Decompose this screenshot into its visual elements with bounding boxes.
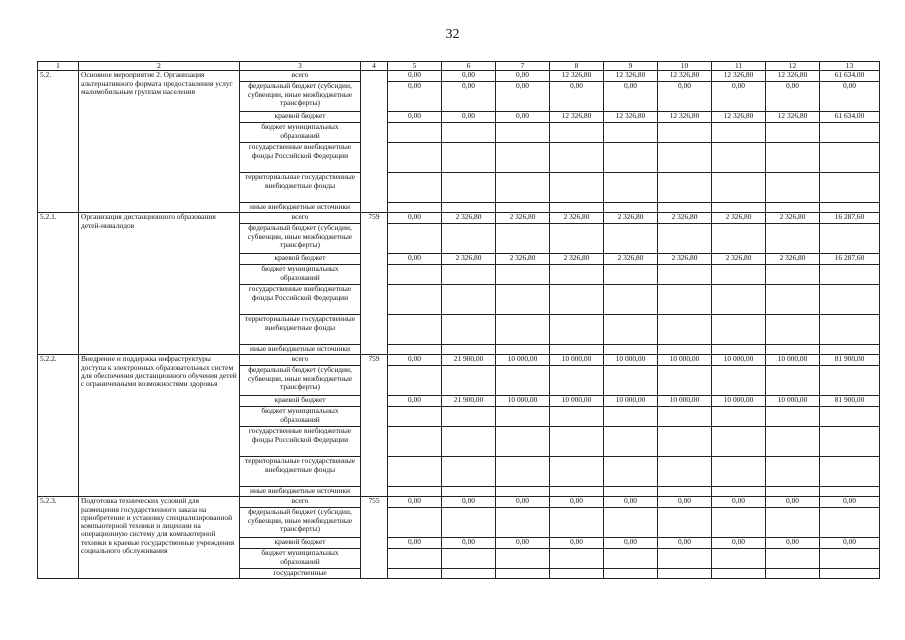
value-cell: 0,00 xyxy=(388,538,442,549)
value-cell xyxy=(550,457,604,487)
value-cell xyxy=(712,285,766,315)
value-cell xyxy=(820,123,880,143)
value-cell: 2 326,80 xyxy=(658,213,712,224)
funding-source-cell: территориальные государственные внебюджетные фонды xyxy=(240,173,361,203)
value-cell xyxy=(712,173,766,203)
column-number-cell: 1 xyxy=(38,62,79,71)
value-cell xyxy=(658,487,712,497)
value-cell xyxy=(496,549,550,569)
value-cell xyxy=(658,569,712,579)
column-number-cell: 12 xyxy=(766,62,820,71)
value-cell: 0,00 xyxy=(550,538,604,549)
value-cell: 12 326,80 xyxy=(550,71,604,82)
funding-source-cell: бюджет муниципальных образований xyxy=(240,549,361,569)
value-cell: 0,00 xyxy=(604,497,658,508)
value-cell xyxy=(658,345,712,355)
value-cell xyxy=(496,366,550,396)
value-cell: 0,00 xyxy=(442,538,496,549)
value-cell xyxy=(604,427,658,457)
value-cell: 0,00 xyxy=(496,497,550,508)
value-cell xyxy=(442,224,496,254)
value-cell xyxy=(766,143,820,173)
value-cell xyxy=(496,569,550,579)
value-cell xyxy=(604,549,658,569)
value-cell xyxy=(442,487,496,497)
value-cell: 0,00 xyxy=(388,254,442,265)
value-cell xyxy=(766,173,820,203)
value-cell xyxy=(442,407,496,427)
value-cell xyxy=(766,549,820,569)
value-cell: 12 326,80 xyxy=(712,71,766,82)
value-cell: 10 000,00 xyxy=(658,355,712,366)
value-cell xyxy=(442,366,496,396)
value-cell xyxy=(442,508,496,538)
value-cell xyxy=(766,407,820,427)
budget-table xyxy=(37,61,880,579)
value-cell xyxy=(550,143,604,173)
value-cell xyxy=(820,366,880,396)
value-cell xyxy=(550,173,604,203)
value-cell: 0,00 xyxy=(388,213,442,224)
value-cell: 0,00 xyxy=(766,497,820,508)
column-number-cell: 4 xyxy=(361,62,388,71)
value-cell: 0,00 xyxy=(388,355,442,366)
value-cell: 10 000,00 xyxy=(550,355,604,366)
funding-source-cell: иные внебюджетные источники xyxy=(240,345,361,355)
value-cell xyxy=(550,427,604,457)
value-cell xyxy=(604,315,658,345)
column-number-cell: 10 xyxy=(658,62,712,71)
funding-source-cell: иные внебюджетные источники xyxy=(240,487,361,497)
value-cell: 12 326,80 xyxy=(550,112,604,123)
value-cell xyxy=(442,345,496,355)
column-number-row xyxy=(38,62,880,71)
value-cell xyxy=(820,265,880,285)
value-cell xyxy=(604,173,658,203)
column-number-cell: 8 xyxy=(550,62,604,71)
value-cell: 2 326,80 xyxy=(766,254,820,265)
value-cell xyxy=(604,203,658,213)
value-cell: 12 326,80 xyxy=(766,112,820,123)
value-cell: 10 000,00 xyxy=(604,355,658,366)
value-cell xyxy=(712,224,766,254)
value-cell: 21 900,00 xyxy=(442,396,496,407)
value-cell xyxy=(712,315,766,345)
value-cell xyxy=(550,123,604,143)
value-cell xyxy=(496,508,550,538)
value-cell: 0,00 xyxy=(658,497,712,508)
value-cell: 0,00 xyxy=(388,71,442,82)
value-cell xyxy=(766,224,820,254)
funding-source-cell: бюджет муниципальных образований xyxy=(240,265,361,285)
funding-source-cell: краевой бюджет xyxy=(240,538,361,549)
value-cell xyxy=(388,487,442,497)
value-cell xyxy=(550,549,604,569)
table-row xyxy=(38,71,880,82)
value-cell: 0,00 xyxy=(550,497,604,508)
value-cell: 0,00 xyxy=(712,497,766,508)
value-cell xyxy=(604,508,658,538)
value-cell xyxy=(658,366,712,396)
value-cell xyxy=(712,427,766,457)
value-cell xyxy=(820,427,880,457)
value-cell xyxy=(388,315,442,345)
value-cell xyxy=(442,173,496,203)
value-cell xyxy=(496,315,550,345)
value-cell: 2 326,80 xyxy=(442,254,496,265)
code-cell: 759 xyxy=(361,355,388,497)
funding-source-cell: государственные внебюджетные фонды Российской Федерации xyxy=(240,143,361,173)
funding-source-cell: государственные xyxy=(240,569,361,579)
value-cell: 10 000,00 xyxy=(712,396,766,407)
value-cell xyxy=(604,123,658,143)
value-cell xyxy=(712,549,766,569)
funding-source-cell: всего xyxy=(240,213,361,224)
column-number-cell: 5 xyxy=(388,62,442,71)
value-cell: 12 326,80 xyxy=(658,112,712,123)
value-cell: 16 287,60 xyxy=(820,213,880,224)
value-cell: 0,00 xyxy=(496,82,550,112)
value-cell xyxy=(712,123,766,143)
value-cell xyxy=(820,203,880,213)
item-name-cell: Организация дистанционного образования детей-инвалидов xyxy=(79,213,240,355)
column-number-cell: 13 xyxy=(820,62,880,71)
value-cell: 12 326,80 xyxy=(604,71,658,82)
value-cell xyxy=(388,203,442,213)
funding-source-cell: краевой бюджет xyxy=(240,112,361,123)
value-cell xyxy=(766,366,820,396)
value-cell xyxy=(442,265,496,285)
value-cell: 10 000,00 xyxy=(550,396,604,407)
value-cell xyxy=(550,265,604,285)
value-cell: 0,00 xyxy=(766,82,820,112)
value-cell: 0,00 xyxy=(712,82,766,112)
value-cell: 10 000,00 xyxy=(712,355,766,366)
value-cell xyxy=(604,569,658,579)
value-cell: 0,00 xyxy=(604,538,658,549)
value-cell: 0,00 xyxy=(604,82,658,112)
value-cell xyxy=(712,265,766,285)
value-cell xyxy=(388,285,442,315)
value-cell xyxy=(550,487,604,497)
value-cell xyxy=(766,427,820,457)
value-cell xyxy=(766,457,820,487)
value-cell xyxy=(496,143,550,173)
value-cell: 0,00 xyxy=(442,71,496,82)
value-cell xyxy=(658,265,712,285)
value-cell xyxy=(442,143,496,173)
column-number-cell: 9 xyxy=(604,62,658,71)
column-number-cell: 3 xyxy=(240,62,361,71)
code-cell: 755 xyxy=(361,497,388,579)
value-cell xyxy=(604,265,658,285)
funding-source-cell: бюджет муниципальных образований xyxy=(240,123,361,143)
value-cell xyxy=(550,366,604,396)
value-cell xyxy=(388,549,442,569)
value-cell xyxy=(766,285,820,315)
funding-source-cell: иные внебюджетные источники xyxy=(240,203,361,213)
code-cell xyxy=(361,71,388,213)
value-cell xyxy=(820,508,880,538)
value-cell xyxy=(442,457,496,487)
item-number-cell: 5.2.3. xyxy=(38,497,79,579)
funding-source-cell: территориальные государственные внебюджетные фонды xyxy=(240,457,361,487)
value-cell: 0,00 xyxy=(388,396,442,407)
value-cell: 10 000,00 xyxy=(496,396,550,407)
value-cell xyxy=(820,487,880,497)
value-cell xyxy=(712,569,766,579)
value-cell xyxy=(658,315,712,345)
value-cell xyxy=(550,345,604,355)
value-cell xyxy=(604,345,658,355)
value-cell: 0,00 xyxy=(388,82,442,112)
value-cell: 0,00 xyxy=(388,112,442,123)
value-cell: 0,00 xyxy=(820,82,880,112)
table-row xyxy=(38,497,880,508)
value-cell xyxy=(388,457,442,487)
value-cell xyxy=(658,143,712,173)
value-cell xyxy=(388,407,442,427)
value-cell xyxy=(442,203,496,213)
value-cell: 12 326,80 xyxy=(604,112,658,123)
value-cell xyxy=(442,123,496,143)
value-cell: 0,00 xyxy=(442,497,496,508)
value-cell: 12 326,80 xyxy=(658,71,712,82)
value-cell: 2 326,80 xyxy=(496,254,550,265)
value-cell xyxy=(658,508,712,538)
value-cell xyxy=(496,427,550,457)
value-cell xyxy=(712,203,766,213)
value-cell: 2 326,80 xyxy=(712,213,766,224)
table-body xyxy=(38,62,880,579)
value-cell xyxy=(766,203,820,213)
funding-source-cell: государственные внебюджетные фонды Российской Федерации xyxy=(240,427,361,457)
value-cell xyxy=(658,427,712,457)
value-cell xyxy=(604,366,658,396)
value-cell xyxy=(766,315,820,345)
funding-source-cell: краевой бюджет xyxy=(240,396,361,407)
value-cell xyxy=(496,224,550,254)
column-number-cell: 11 xyxy=(712,62,766,71)
value-cell: 2 326,80 xyxy=(496,213,550,224)
value-cell xyxy=(712,487,766,497)
value-cell xyxy=(496,123,550,143)
value-cell xyxy=(658,173,712,203)
value-cell xyxy=(550,508,604,538)
value-cell xyxy=(442,427,496,457)
column-number-cell: 2 xyxy=(79,62,240,71)
value-cell xyxy=(496,203,550,213)
value-cell xyxy=(604,407,658,427)
value-cell: 0,00 xyxy=(442,82,496,112)
item-number-cell: 5.2. xyxy=(38,71,79,213)
value-cell xyxy=(766,345,820,355)
value-cell: 12 326,80 xyxy=(712,112,766,123)
funding-source-cell: федеральный бюджет (субсидии, субвенции, иные межбюджетные трансферты) xyxy=(240,366,361,396)
value-cell xyxy=(388,123,442,143)
value-cell xyxy=(550,315,604,345)
value-cell xyxy=(604,224,658,254)
value-cell xyxy=(496,457,550,487)
value-cell: 61 634,00 xyxy=(820,112,880,123)
funding-source-cell: всего xyxy=(240,497,361,508)
value-cell xyxy=(712,143,766,173)
value-cell xyxy=(712,407,766,427)
value-cell xyxy=(820,457,880,487)
value-cell xyxy=(658,123,712,143)
value-cell xyxy=(604,487,658,497)
value-cell xyxy=(496,285,550,315)
value-cell: 12 326,80 xyxy=(766,71,820,82)
value-cell: 2 326,80 xyxy=(604,254,658,265)
value-cell xyxy=(388,143,442,173)
column-number-cell: 7 xyxy=(496,62,550,71)
value-cell xyxy=(820,549,880,569)
value-cell xyxy=(442,569,496,579)
value-cell xyxy=(658,285,712,315)
value-cell xyxy=(820,569,880,579)
value-cell xyxy=(712,366,766,396)
value-cell: 0,00 xyxy=(496,112,550,123)
value-cell xyxy=(388,427,442,457)
value-cell xyxy=(604,457,658,487)
value-cell: 0,00 xyxy=(658,538,712,549)
value-cell xyxy=(550,285,604,315)
value-cell: 2 326,80 xyxy=(550,254,604,265)
funding-source-cell: территориальные государственные внебюджетные фонды xyxy=(240,315,361,345)
value-cell: 81 900,00 xyxy=(820,355,880,366)
value-cell: 2 326,80 xyxy=(550,213,604,224)
value-cell: 10 000,00 xyxy=(766,355,820,366)
item-number-cell: 5.2.1. xyxy=(38,213,79,355)
value-cell xyxy=(496,265,550,285)
value-cell: 16 287,60 xyxy=(820,254,880,265)
value-cell xyxy=(604,285,658,315)
funding-source-cell: федеральный бюджет (субсидии, субвенции, иные межбюджетные трансферты) xyxy=(240,224,361,254)
value-cell xyxy=(658,203,712,213)
value-cell xyxy=(388,224,442,254)
value-cell xyxy=(820,285,880,315)
value-cell xyxy=(820,143,880,173)
value-cell: 0,00 xyxy=(712,538,766,549)
value-cell xyxy=(712,508,766,538)
funding-source-cell: краевой бюджет xyxy=(240,254,361,265)
value-cell: 10 000,00 xyxy=(766,396,820,407)
funding-source-cell: федеральный бюджет (субсидии, субвенции, иные межбюджетные трансферты) xyxy=(240,82,361,112)
item-number-cell: 5.2.2. xyxy=(38,355,79,497)
funding-source-cell: всего xyxy=(240,355,361,366)
value-cell xyxy=(712,345,766,355)
value-cell: 0,00 xyxy=(766,538,820,549)
funding-source-cell: бюджет муниципальных образований xyxy=(240,407,361,427)
code-cell: 759 xyxy=(361,213,388,355)
value-cell xyxy=(388,569,442,579)
value-cell: 2 326,80 xyxy=(442,213,496,224)
value-cell: 0,00 xyxy=(496,538,550,549)
value-cell xyxy=(766,265,820,285)
value-cell xyxy=(820,345,880,355)
funding-source-cell: государственные внебюджетные фонды Российской Федерации xyxy=(240,285,361,315)
value-cell: 0,00 xyxy=(658,82,712,112)
value-cell: 0,00 xyxy=(496,71,550,82)
funding-source-cell: федеральный бюджет (субсидии, субвенции, иные межбюджетные трансферты) xyxy=(240,508,361,538)
value-cell xyxy=(496,345,550,355)
value-cell xyxy=(712,457,766,487)
value-cell xyxy=(550,569,604,579)
value-cell: 10 000,00 xyxy=(658,396,712,407)
value-cell xyxy=(550,203,604,213)
value-cell: 10 000,00 xyxy=(496,355,550,366)
value-cell xyxy=(766,123,820,143)
value-cell xyxy=(766,508,820,538)
value-cell xyxy=(550,224,604,254)
value-cell: 0,00 xyxy=(388,497,442,508)
value-cell: 2 326,80 xyxy=(712,254,766,265)
value-cell xyxy=(550,407,604,427)
value-cell xyxy=(820,224,880,254)
value-cell: 81 900,00 xyxy=(820,396,880,407)
value-cell xyxy=(442,285,496,315)
funding-source-cell: всего xyxy=(240,71,361,82)
value-cell xyxy=(388,345,442,355)
value-cell xyxy=(820,315,880,345)
item-name-cell: Внедрение и поддержка инфраструктуры доступа к электронных образовательных систем для обеспечения дистанционного обучения детей с ограниченными возможностями здоровья xyxy=(79,355,240,497)
item-name-cell: Основное мероприятие 2. Организация альтернативного формата предоставления услуг маломобильным группам населения xyxy=(79,71,240,213)
value-cell xyxy=(442,549,496,569)
item-name-cell: Подготовка технических условий для размещения государственного заказа на приобретение и установку специализированной компьютерной техники и лицензии на операционную систему для компьютерной техники в краевые государственные учреждения социального обслуживания xyxy=(79,497,240,579)
value-cell xyxy=(820,173,880,203)
table-row xyxy=(38,355,880,366)
column-number-cell: 6 xyxy=(442,62,496,71)
value-cell xyxy=(496,173,550,203)
value-cell: 0,00 xyxy=(820,497,880,508)
value-cell xyxy=(388,265,442,285)
value-cell xyxy=(442,315,496,345)
value-cell: 21 900,00 xyxy=(442,355,496,366)
value-cell xyxy=(658,407,712,427)
value-cell xyxy=(388,508,442,538)
value-cell: 2 326,80 xyxy=(766,213,820,224)
value-cell xyxy=(658,457,712,487)
value-cell xyxy=(658,549,712,569)
value-cell xyxy=(820,407,880,427)
table-row xyxy=(38,213,880,224)
value-cell: 61 634,00 xyxy=(820,71,880,82)
value-cell: 0,00 xyxy=(550,82,604,112)
value-cell xyxy=(604,143,658,173)
value-cell: 0,00 xyxy=(442,112,496,123)
value-cell xyxy=(388,366,442,396)
value-cell xyxy=(766,569,820,579)
value-cell: 0,00 xyxy=(820,538,880,549)
value-cell: 10 000,00 xyxy=(604,396,658,407)
value-cell xyxy=(388,173,442,203)
value-cell xyxy=(496,487,550,497)
value-cell: 2 326,80 xyxy=(604,213,658,224)
value-cell xyxy=(766,487,820,497)
value-cell xyxy=(496,407,550,427)
value-cell xyxy=(658,224,712,254)
page-number: 32 xyxy=(445,27,460,42)
value-cell: 2 326,80 xyxy=(658,254,712,265)
